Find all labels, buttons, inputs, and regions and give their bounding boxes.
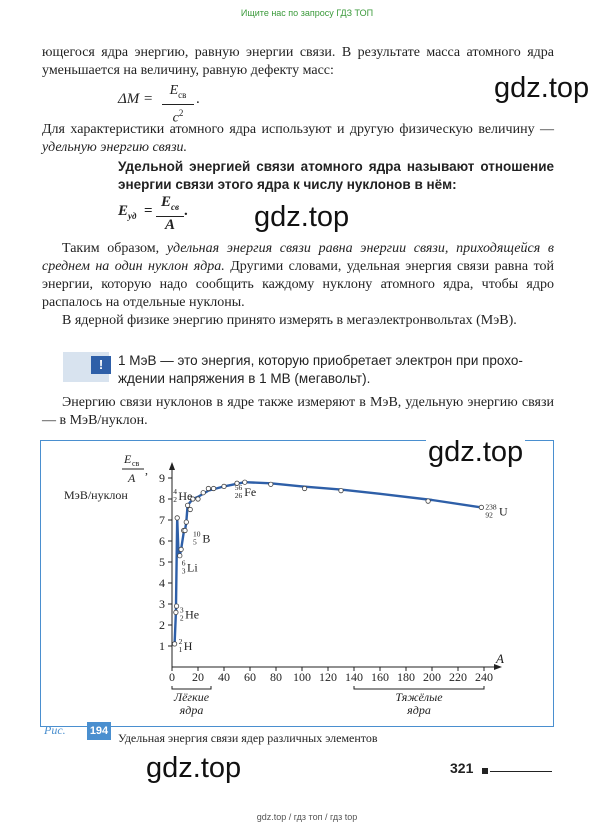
nuclide-symbol: Li xyxy=(187,560,198,575)
y-tick-label: 7 xyxy=(159,513,165,527)
nuclide-mass: 10 xyxy=(193,529,201,539)
formula2-lhs: E xyxy=(118,203,129,219)
y-axis-label-sub: св xyxy=(132,459,140,468)
paragraph-5: Энергию связи нуклонов в ядре также измеряют в МэВ, удельную энергию связи — в МэВ/нуклон. xyxy=(42,395,554,428)
data-point xyxy=(211,486,215,490)
light-nuclei-label: Лёгкие xyxy=(173,690,210,704)
nuclide-symbol: Fe xyxy=(244,485,257,500)
formula1-lhs: ΔM = xyxy=(118,91,154,107)
top-note: Ищите нас по запросу ГДЗ ТОП xyxy=(240,8,374,18)
y-tick-label: 5 xyxy=(159,555,165,569)
paragraph-1: ющегося ядра энергию, равную энергии связи. В результате масса атомного ядра уменьшается на величину, равную дефекту масс: xyxy=(42,45,554,78)
x-tick-label: 60 xyxy=(244,670,256,684)
paragraph-2 xyxy=(42,121,554,157)
y-tick-label: 1 xyxy=(159,639,165,653)
heavy-nuclei-bracket xyxy=(354,686,484,689)
page-number: 321 xyxy=(450,760,474,776)
formula1-num-sub: св xyxy=(178,89,187,100)
nuclide-mass: 6 xyxy=(181,558,186,568)
data-point xyxy=(174,610,178,614)
x-tick-label: 0 xyxy=(169,670,175,684)
heavy-nuclei-label: ядра xyxy=(407,703,431,717)
paragraph-3-emphasis: удельная энергия связи равна энергии связи, приходящейся в среднем на один нуклон ядра. xyxy=(42,241,554,274)
nuclide-mass: 2 xyxy=(178,636,183,646)
x-tick-label: 180 xyxy=(397,670,415,684)
heavy-nuclei-label: Тяжёлые xyxy=(395,690,443,704)
caption-ris: Рис. xyxy=(44,723,66,737)
nuclide-charge: 2 xyxy=(179,613,184,623)
data-point xyxy=(185,503,189,507)
nuclide-mass: 3 xyxy=(179,605,184,615)
paragraph-2-text: Для характеристики атомного ядра используют и другую физическую величину — xyxy=(42,122,554,137)
x-tick-label: 100 xyxy=(293,670,311,684)
formula1-den: c xyxy=(172,110,179,126)
data-point xyxy=(479,505,483,509)
x-tick-label: 160 xyxy=(371,670,389,684)
nuclide-charge: 5 xyxy=(193,537,197,547)
formula2-lhs-sub: уд xyxy=(128,211,137,221)
note xyxy=(118,352,558,388)
data-point xyxy=(196,497,200,501)
y-axis-label-num: E xyxy=(124,452,132,466)
data-point xyxy=(201,491,205,495)
paragraph-3-lead: Таким образом, xyxy=(62,241,167,256)
note-line-2: ждении напряжения в 1 МВ (мегавольт). xyxy=(118,371,371,386)
nuclide-charge: 2 xyxy=(173,494,177,504)
nuclide-symbol: He xyxy=(178,488,193,503)
paragraph-4: В ядерной физике энергию принято измерять в мегаэлектронвольтах (МэВ). xyxy=(62,313,517,328)
x-axis-label: A xyxy=(496,651,504,666)
formula1-end: . xyxy=(196,91,200,107)
watermark-1: gdz.top xyxy=(494,72,590,104)
y-axis-arrow xyxy=(169,462,175,470)
x-tick-label: 240 xyxy=(475,670,493,684)
data-point xyxy=(222,484,226,488)
y-axis-label-comma: , xyxy=(145,463,148,477)
data-point xyxy=(172,642,176,646)
nuclide-charge: 3 xyxy=(181,566,186,576)
light-nuclei-bracket xyxy=(172,686,211,689)
nuclide-symbol: U xyxy=(499,504,508,519)
data-point xyxy=(339,488,343,492)
x-tick-label: 200 xyxy=(423,670,441,684)
nuclide-mass: 4 xyxy=(173,486,177,496)
x-tick-label: 80 xyxy=(270,670,282,684)
caption-text: Удельная энергия связи ядер различных элементов xyxy=(118,731,378,745)
y-tick-label: 9 xyxy=(159,471,165,485)
watermark-2: gdz.top xyxy=(254,201,350,233)
paragraph-3-rest: Другими словами, удельная энергия связи равна той энергии, которую надо сообщить каждому нуклону атомного ядра, чтобы ядро распалось на отдельные нуклоны. xyxy=(42,259,554,310)
y-tick-label: 2 xyxy=(159,618,165,632)
formula2-eq: = xyxy=(144,203,153,219)
data-point xyxy=(174,604,178,608)
data-point xyxy=(426,499,430,503)
data-point xyxy=(184,520,188,524)
nuclide-mass: 238 xyxy=(485,502,497,512)
nuclide-symbol: B xyxy=(202,531,211,546)
y-axis-label-den: A xyxy=(128,471,136,485)
data-point xyxy=(183,528,187,532)
note-line-1: 1 МэВ — это энергия, которую приобретает электрон при прохо- xyxy=(118,353,523,368)
watermark-4: gdz.top xyxy=(146,752,242,784)
page-marker xyxy=(482,768,488,774)
binding-energy-chart xyxy=(40,440,554,730)
formula1-den-sup: 2 xyxy=(178,107,184,118)
x-tick-label: 220 xyxy=(449,670,467,684)
page-rule xyxy=(490,771,552,772)
x-tick-label: 140 xyxy=(345,670,363,684)
x-tick-label: 20 xyxy=(192,670,204,684)
binding-energy-curve xyxy=(175,482,482,644)
paragraph-2-term: удельную энергию связи. xyxy=(42,140,188,155)
nuclide-symbol: H xyxy=(183,638,193,653)
exclamation-icon: ! xyxy=(91,356,111,374)
formula1-num: E xyxy=(169,83,179,98)
formula2-den: A xyxy=(164,217,175,233)
formula2-end: . xyxy=(184,203,188,219)
y-unit-label: МэВ/нуклон xyxy=(64,488,128,502)
data-point xyxy=(179,547,183,551)
x-tick-label: 40 xyxy=(218,670,230,684)
figure-number: 194 xyxy=(87,722,111,740)
y-tick-label: 6 xyxy=(159,534,165,548)
data-point xyxy=(269,482,273,486)
formula2-num: E xyxy=(160,194,171,210)
footer: gdz.top / гдз топ / гдз top xyxy=(256,812,358,822)
nuclide-charge: 26 xyxy=(234,491,243,501)
data-point xyxy=(178,554,182,558)
x-tick-label: 120 xyxy=(319,670,337,684)
definition: Удельной энергией связи атомного ядра называют отношение энергии связи этого ядра к числу нуклонов в нём: xyxy=(118,159,554,192)
y-tick-label: 4 xyxy=(159,576,165,590)
nuclide-charge: 92 xyxy=(485,510,493,520)
nuclide-symbol: He xyxy=(185,607,200,622)
formula2-num-sub: св xyxy=(171,202,180,212)
y-tick-label: 8 xyxy=(159,492,165,506)
light-nuclei-label: ядра xyxy=(179,703,204,717)
nuclide-mass: 56 xyxy=(234,483,243,493)
y-tick-label: 3 xyxy=(159,597,165,611)
data-point xyxy=(243,480,247,484)
data-point xyxy=(188,507,192,511)
watermark-3: gdz.top xyxy=(428,436,524,468)
data-point xyxy=(302,486,306,490)
nuclide-charge: 1 xyxy=(178,644,183,654)
paragraph-3 xyxy=(42,240,554,312)
data-point xyxy=(175,516,179,520)
data-point xyxy=(206,486,210,490)
